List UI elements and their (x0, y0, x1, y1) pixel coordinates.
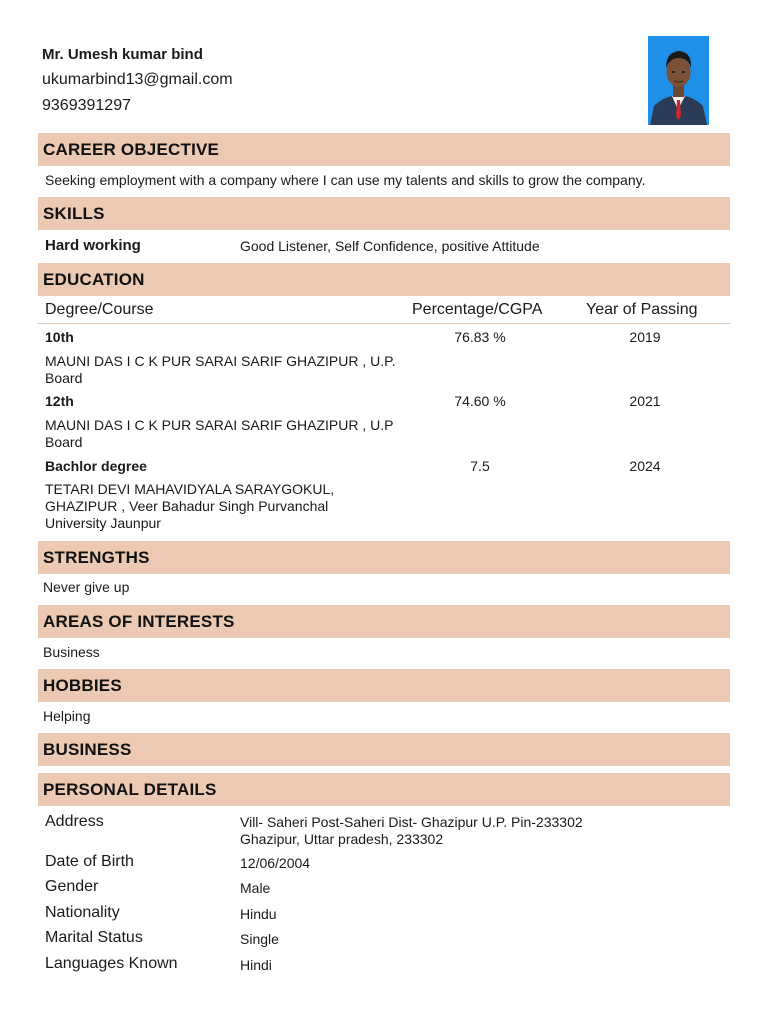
section-title: EDUCATION (43, 270, 145, 289)
edu-col-percentage: Percentage/CGPA (412, 301, 543, 318)
section-title: STRENGTHS (43, 548, 150, 567)
edu-col-degree: Degree/Course (45, 301, 154, 318)
dob-value: 12/06/2004 (240, 855, 311, 871)
section-title: PERSONAL DETAILS (43, 780, 217, 799)
languages-label: Languages Known (45, 955, 178, 972)
section-hobbies (38, 669, 730, 702)
profile-photo (648, 36, 709, 125)
section-education (38, 263, 730, 296)
address-label: Address (45, 813, 104, 830)
section-business (38, 733, 730, 766)
edu-percentage: 7.5 (470, 458, 490, 474)
edu-year: 2019 (629, 329, 661, 345)
edu-header-divider (38, 323, 730, 324)
address-line: Ghazipur, Uttar pradesh, 233302 (240, 831, 444, 847)
profile-photo-icon (648, 36, 709, 125)
section-interests (38, 605, 730, 638)
edu-institute-line: TETARI DEVI MAHAVIDYALA SARAYGOKUL, (45, 481, 335, 497)
skills-label: Hard working (45, 237, 141, 254)
edu-degree: Bachlor degree (45, 458, 147, 474)
marital-status-value: Single (240, 931, 279, 947)
candidate-email: ukumarbind13@gmail.com (42, 71, 233, 88)
gender-label: Gender (45, 878, 99, 895)
section-strengths (38, 541, 730, 574)
dob-label: Date of Birth (45, 853, 134, 870)
skills-value: Good Listener, Self Confidence, positive Attitude (240, 238, 540, 254)
section-title: CAREER OBJECTIVE (43, 140, 220, 159)
edu-institute-line: MAUNI DAS I C K PUR SARAI SARIF GHAZIPUR , U.P. (45, 353, 396, 369)
edu-col-year: Year of Passing (586, 301, 698, 318)
edu-percentage: 76.83 % (454, 329, 506, 345)
interests-text: Business (43, 644, 100, 660)
strengths-text: Never give up (43, 579, 130, 595)
edu-institute-line: Board (45, 434, 83, 450)
edu-institute-line: Board (45, 370, 83, 386)
edu-year: 2021 (629, 393, 661, 409)
marital-status-label: Marital Status (45, 929, 143, 946)
edu-institute-line: MAUNI DAS I C K PUR SARAI SARIF GHAZIPUR , U.P (45, 417, 394, 433)
address-line: Vill- Saheri Post-Saheri Dist- Ghazipur U.P. Pin-233302 (240, 814, 583, 830)
section-personal-details (38, 773, 730, 806)
section-title: SKILLS (43, 204, 105, 223)
edu-degree: 10th (45, 329, 74, 345)
nationality-label: Nationality (45, 904, 120, 921)
edu-institute-line: University Jaunpur (45, 515, 161, 531)
section-career-objective (38, 133, 730, 166)
candidate-phone: 9369391297 (42, 97, 131, 114)
edu-year: 2024 (629, 458, 661, 474)
section-title: BUSINESS (43, 740, 132, 759)
languages-value: Hindi (240, 957, 272, 973)
edu-degree: 12th (45, 393, 74, 409)
gender-value: Male (240, 880, 271, 896)
nationality-value: Hindu (240, 906, 277, 922)
section-skills (38, 197, 730, 230)
hobbies-text: Helping (43, 708, 91, 724)
candidate-name: Mr. Umesh kumar bind (42, 46, 203, 63)
edu-institute-line: GHAZIPUR , Veer Bahadur Singh Purvanchal (45, 498, 329, 514)
section-title: AREAS OF INTERESTS (43, 612, 235, 631)
section-title: HOBBIES (43, 676, 122, 695)
career-objective-text: Seeking employment with a company where I can use my talents and skills to grow the company. (45, 172, 646, 188)
edu-percentage: 74.60 % (454, 393, 506, 409)
